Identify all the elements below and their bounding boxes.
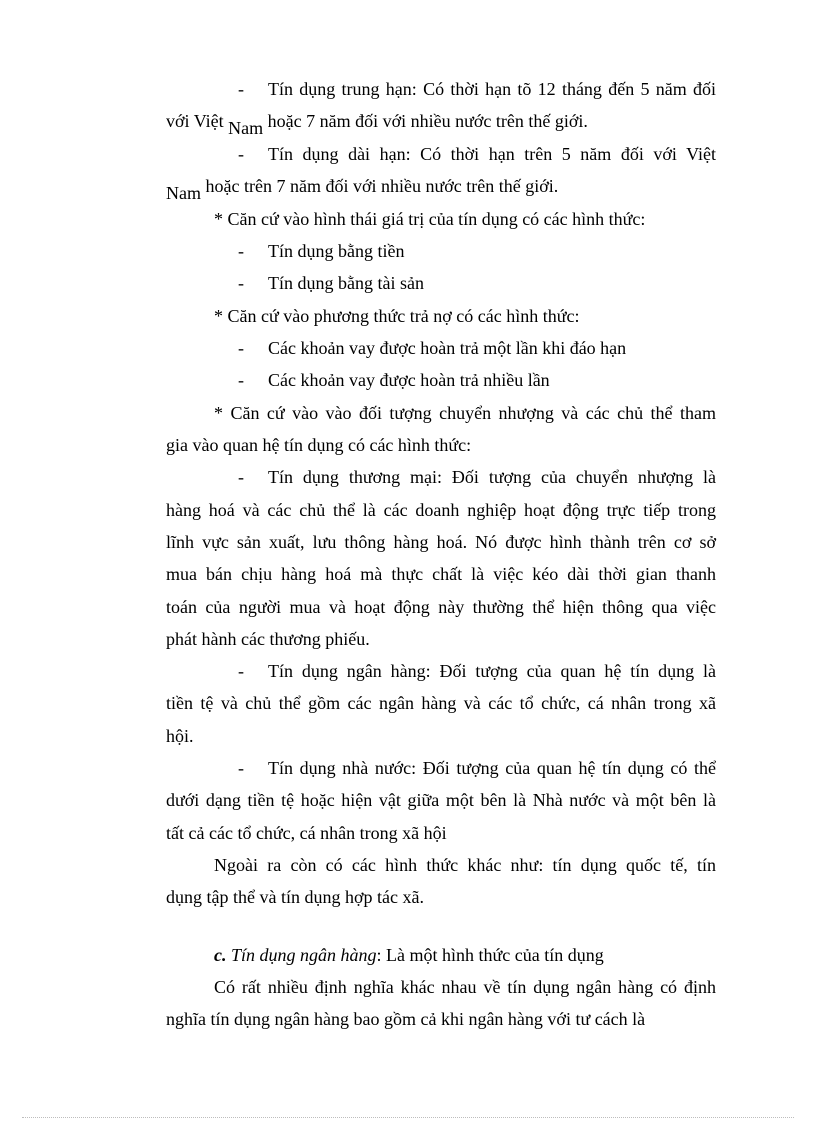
line-text: Nam xyxy=(228,118,264,138)
line-text: dụng tập thể và tín dụng hợp tác xã. xyxy=(166,887,424,907)
text-line xyxy=(214,208,764,230)
text-line xyxy=(166,434,716,456)
line-text: với Việt xyxy=(166,111,224,131)
text-line xyxy=(166,563,716,585)
line-text: Các khoản vay được hoàn trả nhiều lần xyxy=(268,370,550,390)
text-line xyxy=(166,596,716,618)
line-text: Tín dụng nhà nước: Đối tượng của quan hệ tín dụng có thể xyxy=(268,758,716,778)
list-dash: - xyxy=(238,370,244,390)
line-text: Ngoài ra còn có các hình thức khác như: tín dụng quốc tế, tín xyxy=(214,855,716,875)
line-text: * Căn cứ vào vào đối tượng chuyển nhượng và các chủ thể tham xyxy=(214,403,716,423)
line-text: Tín dụng trung hạn: Có thời hạn tõ 12 tháng đến 5 năm đối xyxy=(268,79,716,99)
text-line xyxy=(238,757,716,779)
list-dash: - xyxy=(238,338,244,358)
line-text: gia vào quan hệ tín dụng có các hình thức: xyxy=(166,435,472,455)
line-text: Nam xyxy=(166,183,201,203)
line-text: Tín dụng ngân hàng: Đối tượng của quan hệ tín dụng là xyxy=(268,661,716,681)
text-line xyxy=(214,402,716,424)
text-line xyxy=(238,272,788,294)
line-text: tất cả các tổ chức, cá nhân trong xã hội xyxy=(166,823,447,843)
line-text: toán của người mua và hoạt động này thường thể hiện thông qua việc xyxy=(166,597,716,617)
list-dash: - xyxy=(238,79,244,99)
text-line xyxy=(166,628,716,650)
line-text: Tín dụng thương mại: Đối tượng của chuyển nhượng là xyxy=(268,467,716,487)
page-bottom-divider xyxy=(22,1117,794,1118)
heading-title: Tín dụng ngân hàng xyxy=(231,945,377,965)
line-text: hoặc 7 năm đối với nhiều nước trên thế giới. xyxy=(267,111,588,131)
line-text: Tín dụng dài hạn: Có thời hạn trên 5 năm đối với Việt xyxy=(268,144,716,164)
text-line xyxy=(214,305,764,327)
text-line xyxy=(238,240,788,262)
text-line xyxy=(166,1008,716,1030)
list-dash: - xyxy=(238,758,244,778)
text-line xyxy=(166,531,716,553)
list-dash: - xyxy=(238,144,244,164)
text-line xyxy=(166,692,716,714)
line-text: mua bán chịu hàng hoá mà thực chất là việc kéo dài thời gian thanh xyxy=(166,564,716,584)
list-dash: - xyxy=(238,241,244,261)
list-dash: - xyxy=(238,467,244,487)
text-line xyxy=(166,175,716,203)
text-line xyxy=(166,725,716,747)
list-dash: - xyxy=(238,273,244,293)
line-text: tiền tệ và chủ thể gồm các ngân hàng và các tổ chức, cá nhân trong xã xyxy=(166,693,716,713)
text-line xyxy=(238,466,716,488)
line-text: Tín dụng bằng tiền xyxy=(268,241,405,261)
line-text: dưới dạng tiền tệ hoặc hiện vật giữa một bên là Nhà nước và một bên là xyxy=(166,790,716,810)
heading-text: : Là một hình thức của tín dụng xyxy=(376,945,604,965)
line-text: Các khoản vay được hoàn trả một lần khi đáo hạn xyxy=(268,338,627,358)
line-text: hoặc trên 7 năm đối với nhiều nước trên thế giới. xyxy=(205,176,559,196)
line-text: phát hành các thương phiếu. xyxy=(166,629,370,649)
text-line xyxy=(166,789,716,811)
text-line xyxy=(238,369,788,391)
line-text: Tín dụng bằng tài sản xyxy=(268,273,424,293)
line-text: * Căn cứ vào hình thái giá trị của tín dụng có các hình thức: xyxy=(214,209,646,229)
text-line xyxy=(166,499,716,521)
text-line xyxy=(166,822,716,844)
heading-number: c. xyxy=(214,945,227,965)
section-heading xyxy=(214,944,764,966)
line-text: lĩnh vực sản xuất, lưu thông hàng hoá. Nó được hình thành trên cơ sở xyxy=(166,532,716,552)
line-text: hàng hoá và các chủ thể là các doanh nghiệp hoạt động trực tiếp trong xyxy=(166,500,716,520)
list-dash: - xyxy=(238,661,244,681)
line-text: * Căn cứ vào phương thức trả nợ có các hình thức: xyxy=(214,306,580,326)
line-text: nghĩa tín dụng ngân hàng bao gồm cả khi ngân hàng với tư cách là xyxy=(166,1009,646,1029)
text-line xyxy=(238,337,788,359)
text-line xyxy=(166,110,716,138)
text-line xyxy=(238,143,716,165)
text-line xyxy=(214,854,716,876)
line-text: Có rất nhiều định nghĩa khác nhau về tín dụng ngân hàng có định xyxy=(214,977,716,997)
text-line xyxy=(238,78,716,100)
text-line xyxy=(166,886,716,908)
text-line xyxy=(238,660,716,682)
text-line xyxy=(214,976,716,998)
line-text: hội. xyxy=(166,726,194,746)
